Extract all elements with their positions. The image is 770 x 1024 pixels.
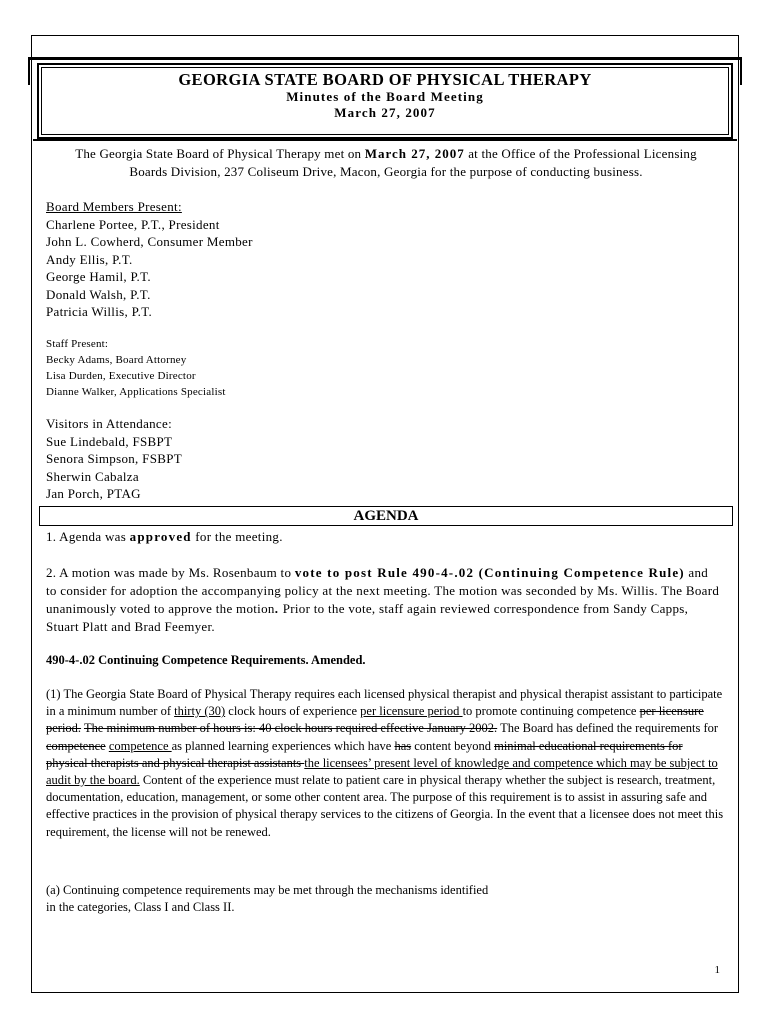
rule-deletion: per licensure period. xyxy=(46,704,704,736)
header-left-tick xyxy=(28,57,30,85)
agenda-item-1 xyxy=(46,528,726,546)
visitors-heading: Visitors in Attendance: xyxy=(46,416,172,431)
agenda-item-2-period: . xyxy=(274,601,280,616)
agenda-item-2-text-end: Prior to the vote, staff again reviewed correspondence from Sandy Capps, Stuart Platt and Brad Feemyer. xyxy=(46,601,689,634)
rule-insertion: competence xyxy=(108,738,172,753)
intro-date: March 27, 2007 xyxy=(364,146,465,161)
board-member: Patricia Willis, P.T. xyxy=(46,304,153,319)
header-bottom-rule xyxy=(33,139,737,141)
agenda-item-2 xyxy=(46,564,722,636)
page-number: 1 xyxy=(714,964,720,976)
rule-text: (a) Continuing competence requirements may be met through the mechanisms identified xyxy=(46,883,489,897)
rule-deletion: competence xyxy=(46,738,106,753)
rule-insertion: the licensees’ present level of knowledge and competence which may be subject to audit by the board. xyxy=(46,755,718,788)
agenda-item-2-bold: vote to post Rule 490-4-.02 (Continuing Competence Rule) xyxy=(294,565,685,580)
header-right-tick xyxy=(740,57,742,85)
rule-paragraph-1 xyxy=(46,686,726,841)
rule-text: Content of the experience must relate to patient care in physical therapy whether the subject is research, treatment, documentation, education, management, or some other content area. The purpose of this requirement is to assist in assuring safe and effective practices in the provision of physical therapy services to the citizens of Georgia. In the event that a licensee does not meet this requirement, the license will not be renewed. xyxy=(46,773,724,839)
rule-insertion: per licensure period xyxy=(360,704,463,719)
header-top-rule xyxy=(28,57,742,60)
rule-heading: 490-4-.02 Continuing Competence Requirements. Amended. xyxy=(46,653,366,667)
board-member: George Hamil, P.T. xyxy=(46,269,151,284)
rule-insertion: thirty (30) xyxy=(174,704,226,719)
board-member: John L. Cowherd, Consumer Member xyxy=(46,234,253,249)
staff-member: Lisa Durden, Executive Director xyxy=(46,370,196,382)
board-member: Andy Ellis, P.T. xyxy=(46,251,133,267)
rule-text: clock hours of experience xyxy=(225,704,361,719)
board-member: Charlene Portee, P.T., President xyxy=(46,216,220,232)
visitor: Sue Lindebald, FSBPT xyxy=(46,433,173,449)
document-header xyxy=(40,70,730,121)
agenda-item-1-text: 1. Agenda was xyxy=(46,529,130,544)
visitor: Sherwin Cabalza xyxy=(46,468,139,484)
rule-deletion: has xyxy=(394,738,412,753)
rule-deletion: The minimum number of hours is: 40 clock hours required effective January 2002. xyxy=(83,721,498,736)
board-member: Donald Walsh, P.T. xyxy=(46,286,151,302)
visitors-section xyxy=(46,415,726,503)
agenda-item-2-text: 2. A motion was made by Ms. Rosenbaum to xyxy=(46,565,295,580)
visitor: Senora Simpson, FSBPT xyxy=(46,451,182,466)
board-members-section xyxy=(46,198,726,321)
staff-section xyxy=(46,336,726,400)
meeting-date: March 27, 2007 xyxy=(334,105,436,120)
agenda-item-1-bold: approved xyxy=(129,529,192,544)
intro-text-1: The Georgia State Board of Physical Therapy met on xyxy=(75,146,365,161)
board-members-heading: Board Members Present: xyxy=(46,199,182,214)
rule-paragraph-2 xyxy=(46,882,726,916)
document-subtitle: Minutes of the Board Meeting xyxy=(286,89,484,104)
rule-text: in the categories, Class I and Class II. xyxy=(46,900,235,915)
rule-text: to promote continuing competence xyxy=(462,704,640,719)
agenda-item-2-text-mid: and to consider for adoption the accompanying policy at the next meeting. The motion was seconded by Ms. Willis. The Board unanimously voted to approve the motion xyxy=(46,565,720,616)
staff-member: Dianne Walker, Applications Specialist xyxy=(46,386,226,398)
rule-text: as planned learning experiences which have xyxy=(171,738,395,753)
staff-heading: Staff Present: xyxy=(46,338,109,350)
intro-paragraph xyxy=(60,145,712,181)
staff-member: Becky Adams, Board Attorney xyxy=(46,354,187,366)
document-title: GEORGIA STATE BOARD OF PHYSICAL THERAPY xyxy=(178,70,592,89)
rule-deletion: minimal educational requirements for physical therapists and physical therapist assistants xyxy=(46,738,683,770)
visitor: Jan Porch, PTAG xyxy=(46,486,141,501)
rule-text: (1) The Georgia State Board of Physical Therapy requires each licensed physical therapist and physical therapist assistant to participate in a minimum number of xyxy=(46,687,723,719)
agenda-item-1-text-end: for the meeting. xyxy=(191,529,283,544)
intro-text-2: at the Office of the Professional Licensing Boards Division, 237 Coliseum Drive, Macon, Georgia for the purpose of conducting business. xyxy=(129,146,697,179)
rule-text: The Board has defined the requirements for xyxy=(497,721,719,736)
rule-text: content beyond xyxy=(411,738,495,753)
agenda-heading: AGENDA xyxy=(39,506,733,526)
